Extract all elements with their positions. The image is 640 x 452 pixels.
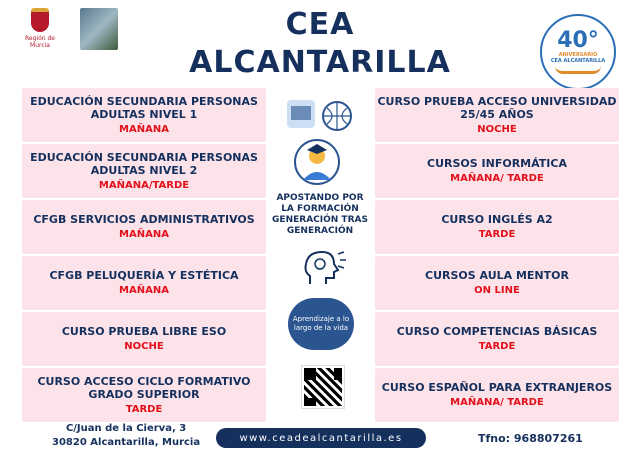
course-schedule: TARDE <box>125 403 163 415</box>
course-card <box>22 144 266 198</box>
course-schedule: TARDE <box>478 229 516 240</box>
anniversary-line2: CEA ALCANTARILLA <box>550 58 606 64</box>
course-schedule: MAÑANA <box>119 229 169 240</box>
course-name: CURSO INGLÉS A2 <box>441 213 553 226</box>
course-card <box>375 368 619 422</box>
course-schedule: NOCHE <box>477 123 517 135</box>
course-card <box>22 256 266 310</box>
course-schedule: ON LINE <box>474 285 520 296</box>
anniversary-number: 40° <box>557 28 599 53</box>
address-line2: 30820 Alcantarilla, Murcia <box>52 437 201 448</box>
phone-number: Tfno: 968807261 <box>478 432 583 445</box>
course-name: CURSO PRUEBA ACCESO UNIVERSIDAD 25/45 AÑOS <box>377 94 617 121</box>
course-card <box>375 256 619 310</box>
course-card <box>22 312 266 366</box>
head-brain-icon <box>300 248 348 288</box>
course-name: CURSOS INFORMÁTICA <box>427 157 567 170</box>
course-card <box>22 200 266 254</box>
region-logo-text: Región de Murcia <box>25 35 55 50</box>
course-card <box>375 144 619 198</box>
course-name: EDUCACIÓN SECUNDARIA PERSONAS ADULTAS NIVEL 2 <box>30 150 258 177</box>
course-schedule: NOCHE <box>124 341 164 352</box>
course-name: CURSO PRUEBA LIBRE ESO <box>61 325 227 338</box>
address <box>52 422 200 450</box>
course-card <box>375 312 619 366</box>
arc-icon <box>555 66 601 74</box>
website-link[interactable]: www.ceadealcantarilla.es <box>216 428 426 448</box>
course-schedule: TARDE <box>478 341 516 352</box>
qr-code-icon[interactable] <box>302 366 344 408</box>
course-card <box>22 368 266 422</box>
anniversary-logo <box>540 14 616 90</box>
course-card <box>22 88 266 142</box>
anniversary-line1: ANIVERSARIO <box>558 52 598 58</box>
title-line1: CEA <box>285 7 355 42</box>
course-card <box>375 88 619 142</box>
course-schedule: MAÑANA <box>119 285 169 296</box>
title-line2: ALCANTARILLA <box>189 45 451 80</box>
course-name: CURSO ACCESO CICLO FORMATIVO GRADO SUPERIOR <box>37 374 251 401</box>
course-schedule: MAÑANA/ TARDE <box>450 173 544 184</box>
course-name: CURSO COMPETENCIAS BÁSICAS <box>396 325 598 338</box>
course-name: CFGB PELUQUERÍA Y ESTÉTICA <box>49 269 239 282</box>
lifelong-learning-bubble: Aprendizaje a lo largo de la vida <box>288 298 354 350</box>
course-name: EDUCACIÓN SECUNDARIA PERSONAS ADULTAS NIVEL 1 <box>30 94 258 121</box>
course-schedule: MAÑANA/ TARDE <box>450 397 544 408</box>
course-card <box>375 200 619 254</box>
slogan-text: APOSTANDO POR LA FORMACIÓN GENERACIÓN TRAS GENERACIÓN <box>272 193 368 236</box>
course-name: CURSO ESPAÑOL PARA EXTRANJEROS <box>381 381 613 394</box>
education-globe-icon <box>283 96 359 192</box>
course-schedule: MAÑANA <box>119 123 169 135</box>
course-name: CURSOS AULA MENTOR <box>425 269 569 282</box>
address-line1: C/Juan de la Cierva, 3 <box>65 423 187 434</box>
course-name: CFGB SERVICIOS ADMINISTRATIVOS <box>33 213 255 226</box>
course-schedule: MAÑANA/TARDE <box>98 179 190 191</box>
